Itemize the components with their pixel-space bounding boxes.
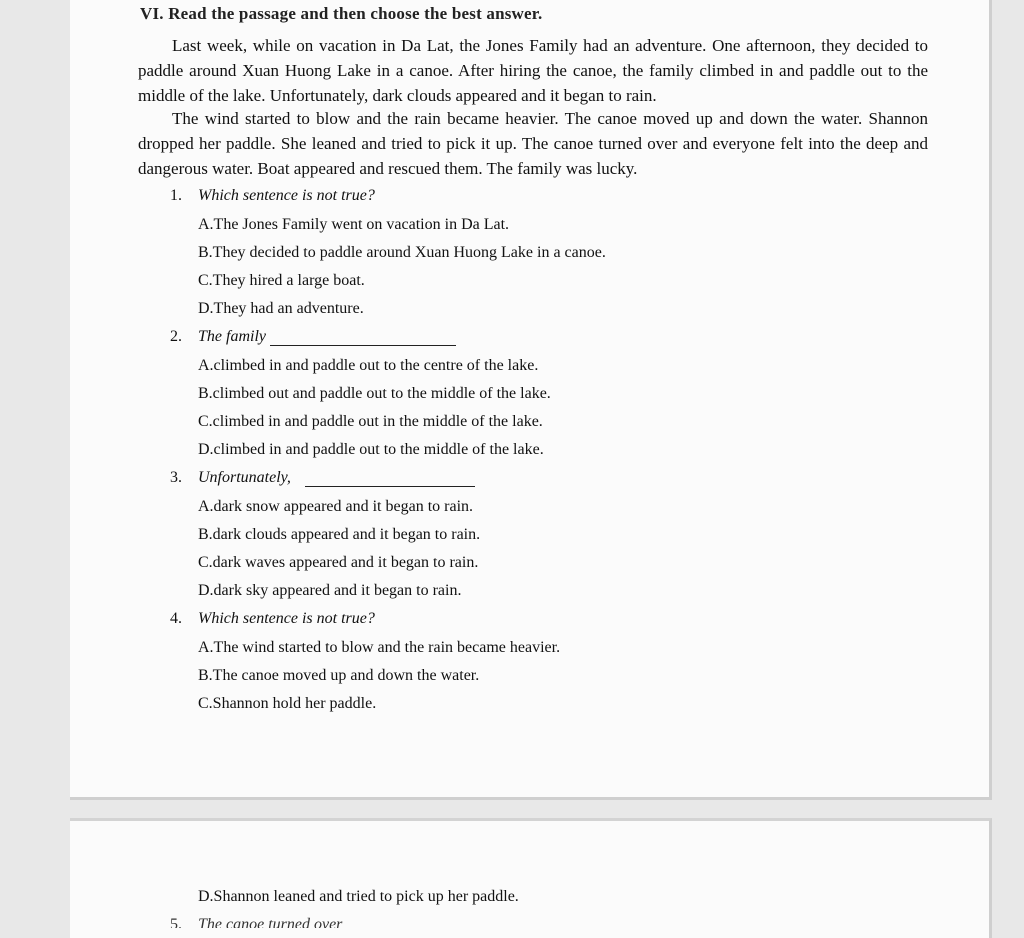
question-1 bbox=[170, 187, 375, 205]
question-number: 2. bbox=[170, 328, 182, 345]
question-5-partial bbox=[170, 916, 370, 928]
exercise-heading: VI. Read the passage and then choose the best answer. bbox=[140, 4, 543, 23]
question-prompt: The family bbox=[198, 328, 266, 345]
q1-option-a[interactable]: A.The Jones Family went on vacation in Da Lat. bbox=[198, 216, 510, 233]
q3-option-b[interactable]: B.dark clouds appeared and it began to rain. bbox=[198, 526, 481, 543]
q3-option-d[interactable]: D.dark sky appeared and it began to rain. bbox=[198, 582, 462, 599]
question-number: 5. bbox=[170, 916, 182, 928]
question-prompt: The canoe turned over bbox=[198, 916, 343, 928]
answer-blank[interactable] bbox=[270, 331, 456, 346]
q3-option-c[interactable]: C.dark waves appeared and it began to rain. bbox=[198, 554, 479, 571]
q1-option-d[interactable]: D.They had an adventure. bbox=[198, 300, 364, 317]
question-number: 3. bbox=[170, 469, 182, 486]
q4-option-a[interactable]: A.The wind started to blow and the rain became heavier. bbox=[198, 639, 561, 656]
question-2 bbox=[170, 328, 456, 346]
question-number: 1. bbox=[170, 187, 182, 204]
question-prompt: Unfortunately, bbox=[198, 469, 291, 486]
passage-paragraph-2: The wind started to blow and the rain became heavier. The canoe moved up and down the water. Shannon dropped her paddle. She leaned and tried to pick it up. The canoe turned over and everyone felt into the deep and dangerous water. Boat appeared and rescued them. The family was lucky. bbox=[138, 109, 928, 178]
question-number: 4. bbox=[170, 610, 182, 627]
q3-option-a[interactable]: A.dark snow appeared and it began to rain. bbox=[198, 498, 474, 515]
answer-blank[interactable] bbox=[305, 472, 475, 487]
q2-option-d[interactable]: D.climbed in and paddle out to the middle of the lake. bbox=[198, 441, 544, 458]
question-prompt: Which sentence is not true? bbox=[198, 187, 375, 204]
q4-option-d[interactable]: D.Shannon leaned and tried to pick up her paddle. bbox=[198, 888, 519, 905]
q2-option-b[interactable]: B.climbed out and paddle out to the middle of the lake. bbox=[198, 385, 551, 402]
question-prompt: Which sentence is not true? bbox=[198, 610, 375, 627]
q1-option-c[interactable]: C.They hired a large boat. bbox=[198, 272, 365, 289]
q2-option-c[interactable]: C.climbed in and paddle out in the middle of the lake. bbox=[198, 413, 543, 430]
q2-option-a[interactable]: A.climbed in and paddle out to the centre of the lake. bbox=[198, 357, 539, 374]
q4-option-b[interactable]: B.The canoe moved up and down the water. bbox=[198, 667, 480, 684]
question-4 bbox=[170, 610, 375, 628]
q4-option-c[interactable]: C.Shannon hold her paddle. bbox=[198, 695, 377, 712]
question-3 bbox=[170, 469, 475, 487]
q1-option-b[interactable]: B.They decided to paddle around Xuan Huong Lake in a canoe. bbox=[198, 244, 606, 261]
passage-paragraph-1: Last week, while on vacation in Da Lat, the Jones Family had an adventure. One afternoon, they decided to paddle around Xuan Huong Lake in a canoe. After hiring the canoe, the family climbed in and paddle out to the middle of the lake. Unfortunately, dark clouds appeared and it began to rain. bbox=[138, 36, 928, 105]
